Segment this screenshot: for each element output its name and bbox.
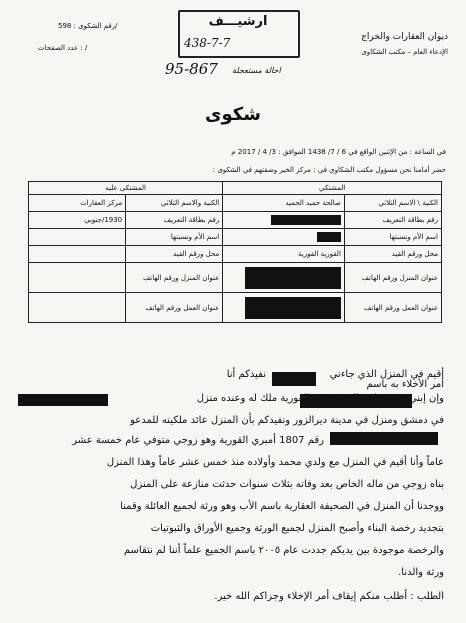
- table-cell: محل ورقم القيد: [344, 246, 441, 263]
- redaction: [330, 432, 438, 445]
- table-cell: مركز العقارات: [29, 195, 126, 212]
- handwritten-note: 95-867: [165, 60, 218, 78]
- redaction: [272, 372, 316, 386]
- request-line: الطلب : أطلب منكم إيقاف أمر الإخلاء وجزاكم الله خير.: [214, 591, 444, 602]
- table-cell: رقم بطاقة التعريف: [344, 212, 441, 229]
- body-line-4: رقم 1807 أمبري القورية وهو زوجي متوفي عام خمسة عشر: [72, 435, 324, 446]
- table-cell: عنوان المنزل ورقم الهاتف: [344, 263, 441, 293]
- table-row: [29, 195, 442, 212]
- table-cell: [29, 263, 126, 293]
- table-cell: القورية القورية: [223, 246, 345, 263]
- page-count: عدد الصفحات : /: [38, 44, 88, 52]
- table-cell: [29, 229, 126, 246]
- stamp-number: 438-7-7: [184, 36, 231, 50]
- redacted-cell: [223, 293, 345, 323]
- table-row: [29, 246, 442, 263]
- table-cell: عنوان المنزل ورقم الهاتف: [126, 263, 223, 293]
- meta-line-date: في الساعة : من الإثنين الواقع في 6 / 7/ 1438 الموافق : 3/ 4 / 2017 م: [231, 148, 446, 156]
- body-line-6: بناه زوجي من ماله الخاص بعد وفاته بثلاث سنوات حدثت منازعة على المنزل: [130, 479, 444, 490]
- table-cell: رقم بطاقة التعريف: [126, 212, 223, 229]
- table-row: [29, 229, 442, 246]
- body-line-8: بتجديد رخصة البناء وأصبح المنزل لجميع الورثة وجميع الأوراق والثبوتيات: [150, 523, 444, 534]
- table-row: [29, 212, 442, 229]
- table-cell: [29, 246, 126, 263]
- office-title: ديوان العقارات والخراج: [361, 32, 448, 42]
- table-cell: محل ورقم القيد: [126, 246, 223, 263]
- meta-line-office: حضر أمامنا نحن مسؤول مكتب الشكاوي في : مركز الخير وصفتهم في الشكوى :: [212, 166, 446, 174]
- table-cell: صالحة حميد الحميد: [223, 195, 345, 212]
- body-line-1a: أقيم في المنزل الذي جاءني أمر الأخلاء به باسم: [329, 369, 444, 390]
- redacted-cell: [223, 229, 345, 246]
- stamp-title: ارشيـــف: [208, 14, 268, 29]
- table-cell: الكنية والاسم الثلاثي: [126, 195, 223, 212]
- body-line-5: عاماً وأنا أقيم في المنزل مع ولدي محمد وأولاده منذ خمس عشر عاماً وهذا المنزل: [106, 457, 444, 468]
- archive-stamp: [178, 10, 300, 58]
- complainant-header: المشتكي: [223, 182, 442, 195]
- body-line-9: والرخصة موجودة بين يديكم جددت عام ٢٠٠٥ باسم الجميع علماً أننا لم نتقاسم: [123, 545, 444, 556]
- table-cell: عنوان العمل ورقم الهاتف: [126, 293, 223, 323]
- office-subtitle: الإدعاء العام – مكتب الشكاوى: [361, 48, 448, 56]
- document-title: شكوى: [205, 104, 261, 125]
- complaint-number: رقم الشكوى : 598/: [58, 22, 118, 30]
- redacted-cell: [223, 263, 345, 293]
- body-line-2: وإن إبني حسين لا يملك بيت في القورية ملك له وعنده منزل: [196, 393, 444, 404]
- defendant-header: المشتكى عليه: [29, 182, 223, 195]
- body-line-10: ورثة والدنا.: [398, 567, 444, 578]
- table-cell: اسم الأم ونسبتها: [126, 229, 223, 246]
- table-cell: اسم الأم ونسبتها: [344, 229, 441, 246]
- table-cell: الكنية \ الاسم الثلاثي: [344, 195, 441, 212]
- body-line-3: في دمشق ومنزل في مدينة ديرالزور ونفيدكم بأن المنزل عائد ملكيته للمدعو: [130, 415, 444, 426]
- table-row: [29, 263, 442, 293]
- table-cell: عنوان العمل ورقم الهاتف: [344, 293, 441, 323]
- parties-table: [28, 181, 442, 323]
- body-line-1b: نفيدكم أنا: [226, 369, 266, 380]
- body-line-7: ووجدنا أن المنزل في الصحيفة العقارية باسم الأب وهو ورثة لجميع العائلة وقمنا: [120, 501, 444, 512]
- redacted-cell: [223, 212, 345, 229]
- table-cell: [29, 293, 126, 323]
- table-row: [29, 293, 442, 323]
- table-cell: 1930/جنوبي: [29, 212, 126, 229]
- handwritten-referral: احالة مستعجلة: [232, 66, 281, 75]
- redaction: [18, 394, 108, 406]
